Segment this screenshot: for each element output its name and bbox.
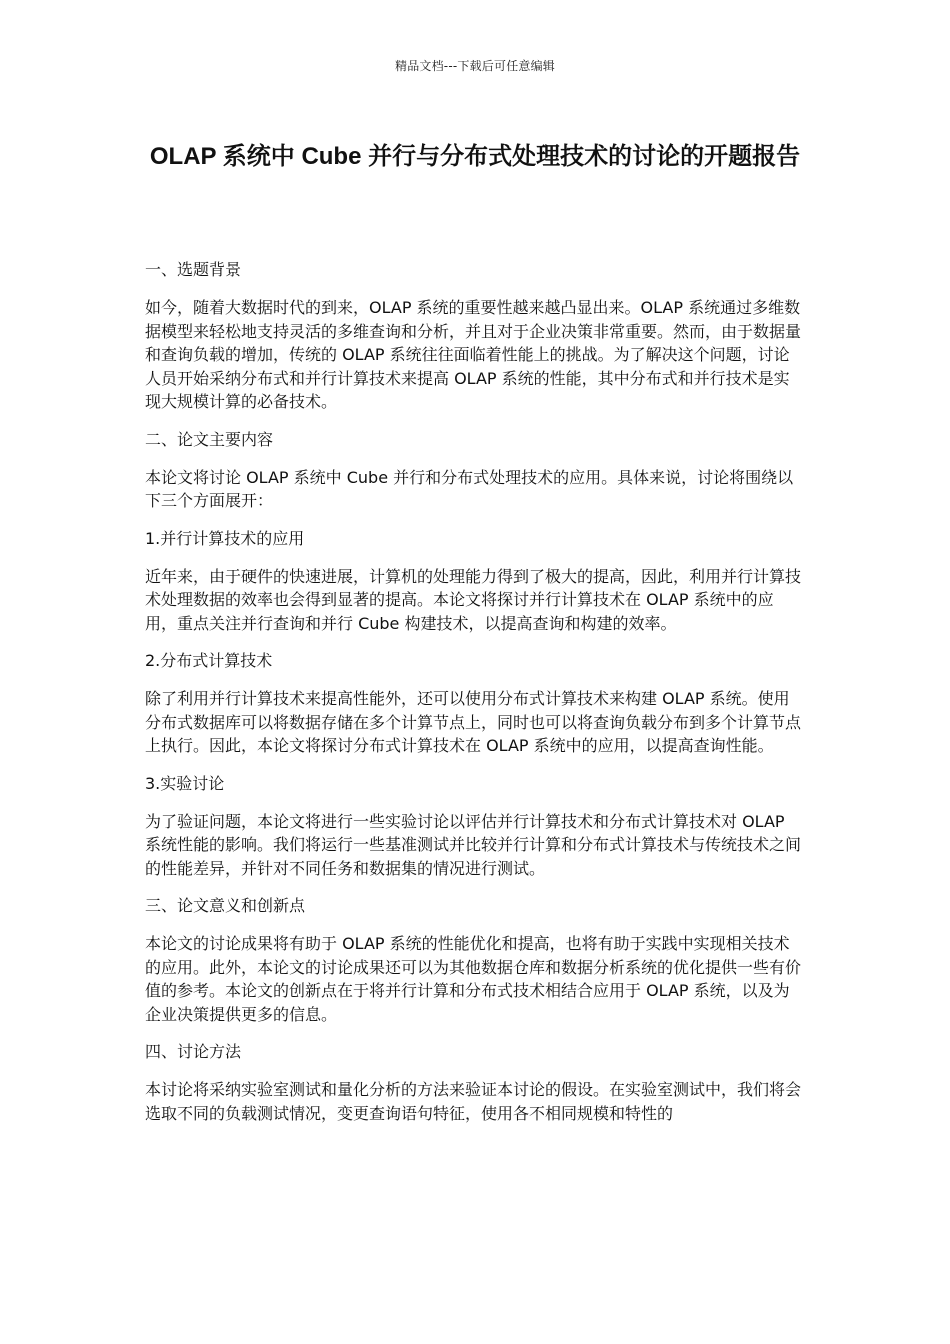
section-heading-methods: 四、讨论方法 xyxy=(145,1042,242,1061)
subheading-experiments: 3.实验讨论 xyxy=(145,773,225,793)
paragraph-distributed-computing: 除了利用并行计算技术来提高性能外，还可以使用分布式计算技术来构建 OLAP 系统。使用分布式数据库可以将数据存储在多个计算节点上，同时也可以将查询负载分布到多个计算节点上执行。因此，本论文将探讨分布式计算技术在 OLAP 系统中的应用，以提高查询性能。 xyxy=(145,689,802,755)
paragraph-background: 如今，随着大数据时代的到来，OLAP 系统的重要性越来越凸显出来。OLAP 系统通过多维数据模型来轻松地支持灵活的多维查询和分析，并且对于企业决策非常重要。然而，由于数据量和查询负载的增加，传统的 OLAP 系统往往面临着性能上的挑战。为了解决这个问题，讨论人员开始采纳分布式和并行计算技术来提高 OLAP 系统的性能，其中分布式和并行技术是实现大规模计算的必备技术。 xyxy=(145,298,802,411)
page-header: 精品文档---下载后可任意编辑 xyxy=(395,59,555,73)
paragraph-methods: 本讨论将采纳实验室测试和量化分析的方法来验证本讨论的假设。在实验室测试中，我们将会选取不同的负载测试情况，变更查询语句特征，使用各不相同规模和特性的 xyxy=(145,1080,802,1123)
section-heading-background: 一、选题背景 xyxy=(145,260,242,279)
section-heading-main-content: 二、论文主要内容 xyxy=(145,429,274,449)
paragraph-main-content: 本论文将讨论 OLAP 系统中 Cube 并行和分布式处理技术的应用。具体来说，讨论将围绕以下三个方面展开： xyxy=(145,467,794,510)
document-body xyxy=(145,258,805,1139)
subheading-distributed-computing: 2.分布式计算技术 xyxy=(145,651,273,670)
paragraph-significance: 本论文的讨论成果将有助于 OLAP 系统的性能优化和提高，也将有助于实践中实现相关技术的应用。此外，本论文的讨论成果还可以为其他数据仓库和数据分析系统的优化提供一些有价值的参考。本论文的创新点在于将并行计算和分布式技术相结合应用于 OLAP 系统，以及为企业决策提供更多的信息。 xyxy=(145,934,802,1024)
subheading-parallel-computing: 1.并行计算技术的应用 xyxy=(145,528,305,548)
section-heading-significance: 三、论文意义和创新点 xyxy=(145,896,306,915)
document-title: OLAP 系统中 Cube 并行与分布式处理技术的讨论的开题报告 xyxy=(149,143,801,170)
paragraph-experiments: 为了验证问题，本论文将进行一些实验讨论以评估并行计算技术和分布式计算技术对 OLAP 系统性能的影响。我们将运行一些基准测试并比较并行计算和分布式计算技术与传统技术之间的性能差异，并针对不同任务和数据集的情况进行测试。 xyxy=(145,811,802,878)
paragraph-parallel-computing: 近年来，由于硬件的快速进展，计算机的处理能力得到了极大的提高，因此，利用并行计算技术处理数据的效率也会得到显著的提高。本论文将探讨并行计算技术在 OLAP 系统中的应用，重点关注并行查询和并行 Cube 构建技术，以提高查询和构建的效率。 xyxy=(145,566,802,633)
